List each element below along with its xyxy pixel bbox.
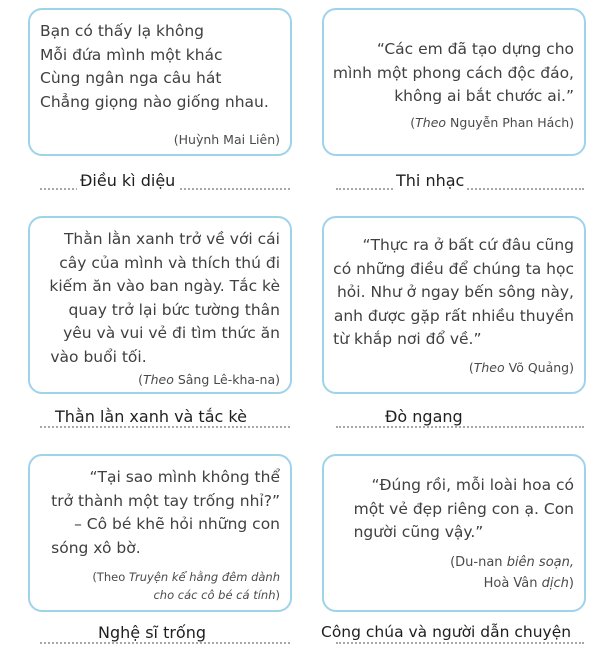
- quote-source: (Huỳnh Mai Liên): [173, 132, 280, 147]
- quote-text: “Các em đã tạo dựng cho mình một phong cách độc đáo, không ai bắt chước ai.”: [332, 40, 574, 105]
- quote-text: “Tại sao mình không thể trở thành một tay trống nhỉ?” – Cô bé khẽ hỏi những con sóng xô bờ.: [51, 468, 280, 557]
- quote-source: (Theo Truyện kể hằng đêm dành cho các cô bé cá tính): [92, 570, 280, 602]
- answer-line-4: [336, 426, 584, 428]
- quote-card-6: [322, 454, 586, 612]
- quote-source: (Theo Sâng Lê-kha-na): [138, 372, 280, 387]
- quote-text: “Thực ra ở bất cứ đâu cũng có những điều để chúng ta học hỏi. Như ở ngay bến sông này, anh được gặp rất nhiều thuyền từ khắp nơi đổ về.”: [333, 236, 574, 348]
- quote-text: “Đúng rồi, mỗi loài hoa có một vẻ đẹp riêng con ạ. Con người cũng vậy.”: [353, 476, 574, 541]
- answer-line-3: [40, 426, 290, 428]
- title-label-2[interactable]: Thi nhạc: [393, 171, 467, 190]
- quote-source: (Theo Võ Quảng): [468, 360, 574, 375]
- title-label-1[interactable]: Điều kì diệu: [77, 171, 178, 190]
- quote-card-4: [322, 216, 586, 394]
- title-label-5[interactable]: Nghệ sĩ trống: [95, 623, 209, 642]
- title-label-3[interactable]: Thằn lằn xanh và tắc kè: [52, 407, 250, 426]
- quote-card-1: [28, 8, 292, 156]
- title-label-4[interactable]: Đò ngang: [382, 407, 466, 426]
- quote-text: Thằn lằn xanh trở về với cái cây của mình và thích thú đi kiếm ăn vào ban ngày. Tắc kè quay trở lại bức tường thân yêu và vui vẻ đi tìm thức ăn vào buổi tối.: [49, 230, 280, 366]
- quote-card-5: [28, 454, 292, 612]
- quote-source: (Du-nan biên soạn, Hoà Vân dịch): [450, 555, 574, 591]
- answer-line-6: [336, 642, 584, 644]
- quote-card-2: [322, 8, 586, 156]
- quote-source: (Theo Nguyễn Phan Hách): [410, 115, 574, 130]
- title-label-6[interactable]: Công chúa và người dẫn chuyện: [318, 623, 574, 641]
- answer-line-5: [40, 642, 290, 644]
- quote-card-3: [28, 216, 292, 394]
- quote-text: Bạn có thấy lạ không Mỗi đứa mình một khác Cùng ngân nga câu hát Chẳng giọng nào giống nhau.: [40, 22, 269, 111]
